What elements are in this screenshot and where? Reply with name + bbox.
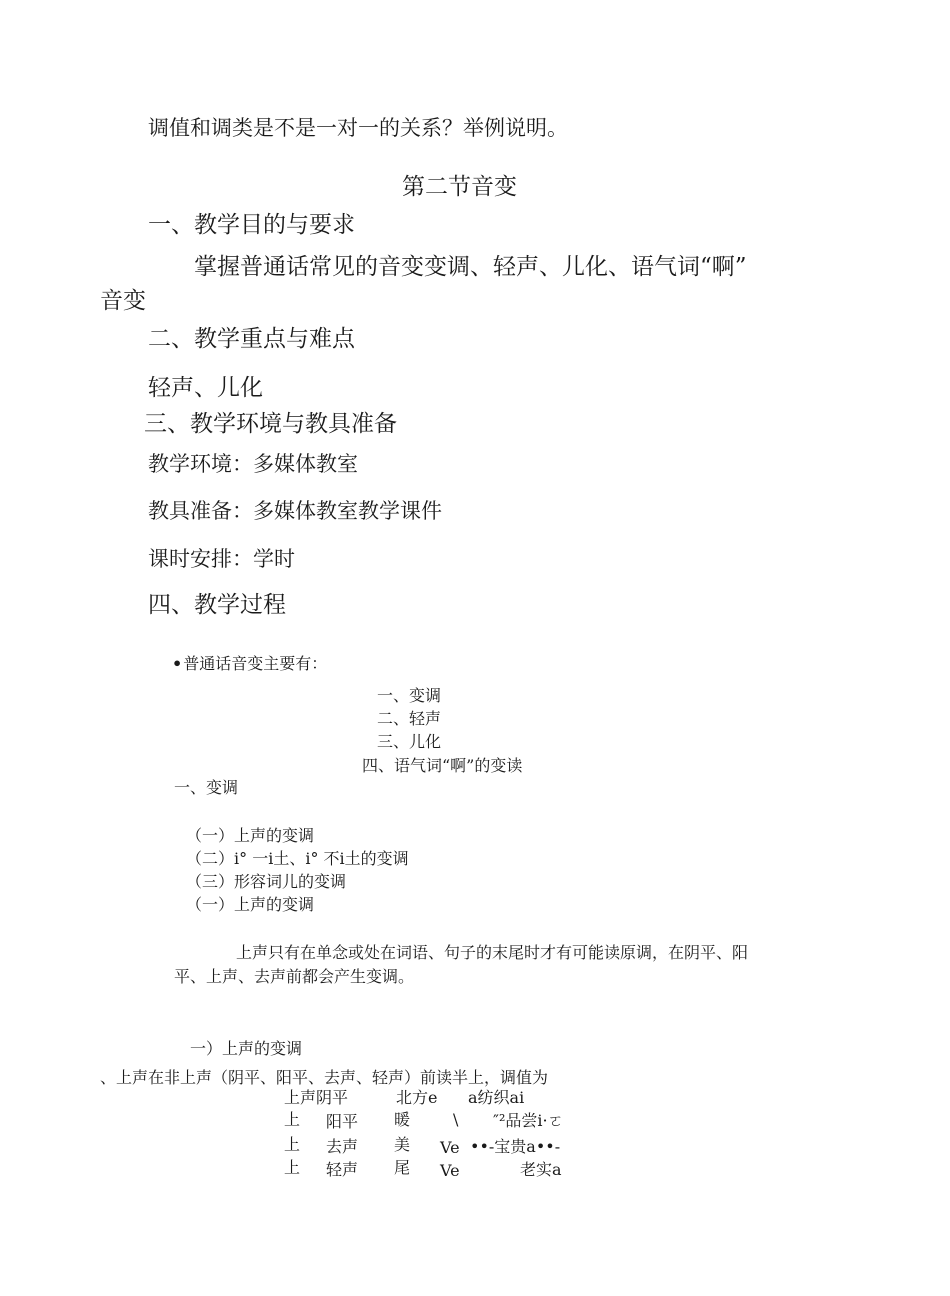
table-cell: Ve	[440, 1138, 460, 1157]
table-cell: 轻声	[326, 1160, 359, 1179]
table-cell: 老实a	[520, 1160, 562, 1179]
paragraph-line1: 上声只有在单念或处在词语、句子的末尾时才有可能读原调，在阴平、阳	[236, 943, 749, 962]
part1-heading: 一、变调	[174, 778, 239, 797]
subsection-item: （一）上声的变调	[186, 826, 315, 845]
environment-line: 教学环境：多媒体教室	[148, 452, 358, 476]
subsection-item: （二）i° 一i土、i° 不i土的变调	[186, 849, 409, 868]
outline-item: 三、儿化	[377, 732, 442, 751]
section-title: 第二节音变	[402, 174, 517, 200]
environment-heading: 三、教学环境与教具准备	[144, 411, 397, 437]
review-question: 调值和调类是不是一对一的关系？举例说明。	[148, 116, 568, 140]
hours-line: 课时安排：学时	[148, 547, 295, 571]
table-cell: 美	[394, 1135, 411, 1154]
sub-heading: 一）上声的变调	[190, 1039, 303, 1058]
table-cell: 北方e	[396, 1088, 438, 1107]
subsection-item: （三）形容词儿的变调	[186, 872, 347, 891]
table-cell: ••-宝贵a••-	[470, 1137, 561, 1156]
process-heading: 四、教学过程	[148, 592, 286, 618]
goals-heading: 一、教学目的与要求	[148, 212, 355, 238]
outline-item: 四、语气词“啊”的变读	[362, 756, 523, 775]
outline-item: 一、变调	[377, 686, 442, 705]
table-cell: 尾	[394, 1158, 411, 1177]
table-cell: ″²品尝i·ㄛ	[493, 1111, 564, 1130]
tools-line: 教具准备：多媒体教室教学课件	[148, 499, 442, 523]
paragraph-line2: 平、上声、去声前都会产生变调。	[174, 967, 415, 986]
table-cell: 暖	[394, 1110, 411, 1129]
goals-text-line1: 掌握普通话常见的音变变调、轻声、儿化、语气词“啊”	[194, 254, 747, 280]
table-cell: 上	[284, 1158, 301, 1177]
subsection-item: （一）上声的变调	[186, 895, 315, 914]
goals-text-line2: 音变	[100, 288, 146, 314]
intro-text: 普通话音变主要有：	[183, 654, 328, 673]
bullet-icon: •	[172, 654, 183, 673]
table-cell: 去声	[326, 1137, 359, 1156]
focus-heading: 二、教学重点与难点	[148, 326, 355, 352]
table-cell: \	[453, 1110, 459, 1129]
table-cell: a纺织ai	[468, 1088, 525, 1107]
rule-line: 、上声在非上声（阴平、阳平、去声、轻声）前读半上，调值为	[100, 1068, 549, 1087]
table-cell: 上	[284, 1110, 301, 1129]
outline-item: 二、轻声	[377, 709, 442, 728]
focus-text: 轻声、儿化	[148, 375, 263, 401]
intro-line	[172, 656, 327, 672]
table-cell: Ve	[440, 1161, 460, 1180]
table-cell: 上	[284, 1135, 301, 1154]
table-cell: 阳平	[326, 1112, 359, 1131]
table-cell: 上声阴平	[284, 1088, 349, 1107]
